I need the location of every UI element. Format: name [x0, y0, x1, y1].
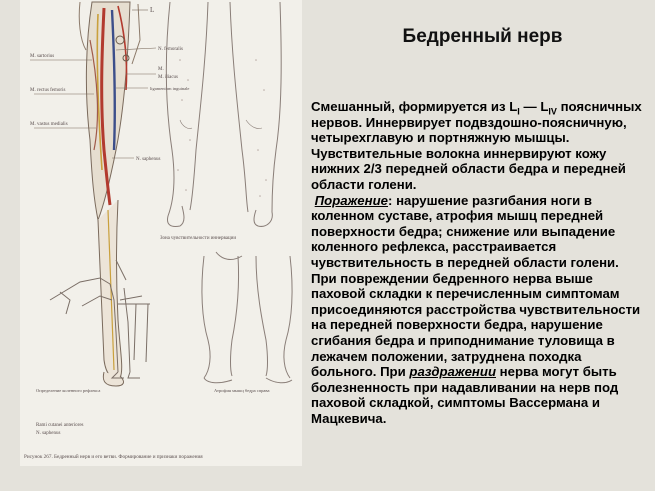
label-left-low: M. vastus medialis	[30, 122, 68, 127]
legs-outline-drawing	[166, 2, 281, 227]
label-top-right: L	[150, 6, 155, 14]
segment-l1: I	[517, 106, 520, 117]
figure-illustration	[20, 0, 302, 466]
definition-rest: поясничных нервов. Иннервирует подвздошно-поясничную, четырехглавую и портняжную мышцы. Чувствительные волокна иннервируют кожу нижних 2/3 передней области бедра и передней области голени.	[311, 99, 642, 192]
anatomy-figure	[20, 0, 302, 466]
atrophy-legs-drawing	[202, 252, 292, 383]
label-ligament: ligamentum inguinale	[150, 86, 190, 91]
sensory-zone-stipple	[177, 59, 267, 197]
definition-intro: Смешанный, формируется из L	[311, 99, 518, 114]
term-lesion: Поражение	[314, 192, 389, 208]
label-saphenous: N. saphenus	[136, 157, 161, 162]
label-lower-low: N. saphenus	[36, 431, 61, 436]
slide-body	[311, 99, 647, 426]
label-left-upper: M. sartorius	[30, 54, 55, 59]
legs-caption: Зона чувствительности иннервации	[160, 236, 237, 241]
exam-right-caption: Атрофия мышц бедра справа	[214, 388, 270, 393]
lesion-text: : нарушение разгибания ноги в коленном суставе, атрофия мышц передней поверхности бедра; снижение или выпадение коленного рефлекса, расстраивается чувствительность в передней области голени.	[311, 192, 619, 270]
reflex-exam-drawing	[50, 260, 150, 378]
damage-text-after: нерва могут быть болезненность при надавливании на нерв под паховой складкой, симптомы Вассермана и Мацкевича.	[311, 364, 619, 426]
term-irritation: раздражении	[409, 364, 496, 380]
slide-title: Бедренный нерв	[402, 26, 563, 47]
label-muscle2: M. iliacus	[158, 75, 178, 80]
segment-l4: IV	[548, 106, 557, 117]
label-lower-mid: Rami cutanei anteriores	[36, 423, 84, 428]
paragraph-damage	[311, 271, 647, 427]
paragraph-lesion	[311, 193, 647, 271]
label-femoral: N. femoralis	[158, 47, 183, 52]
paragraph-definition	[311, 99, 647, 193]
anatomy-leg-drawing	[79, 2, 140, 386]
figure-caption: Рисунок 267. Бедренный нерв и его ветви. Формирование и признаки поражения	[24, 454, 203, 460]
definition-dash: — L	[519, 99, 549, 114]
damage-text-before: При повреждении бедренного нерва выше паховой складки к перечисленным симптомам присоединяются расстройства чувствительности на передней поверхности бедра, нарушение сгибания бедра и приподнимание туловища в лежачем положении, затруднена походка больного. При	[311, 270, 641, 380]
exam-left-caption: Определение коленного рефлекса	[36, 388, 101, 393]
label-muscle1: M.	[158, 67, 164, 72]
label-left-mid: M. rectus femoris	[30, 88, 66, 93]
